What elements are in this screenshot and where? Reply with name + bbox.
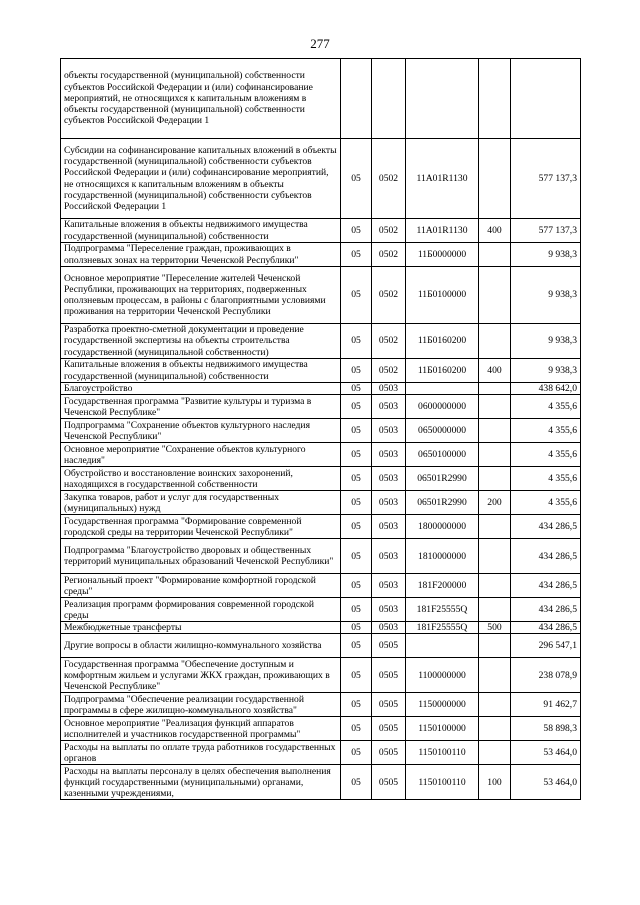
table-row <box>61 59 581 139</box>
row-target-code: 181F25555Q <box>406 622 479 634</box>
row-expense-type <box>479 658 511 693</box>
table-row <box>61 634 581 658</box>
row-expense-type: 400 <box>479 219 511 243</box>
row-section: 05 <box>341 383 372 395</box>
row-target-code: 06501R2990 <box>406 467 479 491</box>
row-expense-type <box>479 467 511 491</box>
row-expense-type <box>479 419 511 443</box>
row-subsection: 0503 <box>372 622 406 634</box>
row-name: Межбюджетные трансферты <box>61 622 341 634</box>
row-amount: 4 355,6 <box>511 491 581 515</box>
table-row <box>61 693 581 717</box>
row-target-code: 1150000000 <box>406 693 479 717</box>
row-subsection: 0503 <box>372 574 406 598</box>
table-row <box>61 765 581 800</box>
row-section: 05 <box>341 139 372 219</box>
row-expense-type <box>479 267 511 324</box>
budget-table-body <box>61 59 581 800</box>
row-name: Благоустройство <box>61 383 341 395</box>
row-subsection: 0503 <box>372 443 406 467</box>
row-expense-type <box>479 598 511 622</box>
table-row <box>61 359 581 383</box>
row-subsection: 0503 <box>372 467 406 491</box>
row-section: 05 <box>341 741 372 765</box>
row-target-code: 0650100000 <box>406 443 479 467</box>
row-name: Капитальные вложения в объекты недвижимого имущества государственной (муниципальной) собственности <box>61 359 341 383</box>
row-name: Подпрограмма "Благоустройство дворовых и общественных территорий муниципальных образований Чеченской Республики" <box>61 539 341 574</box>
row-subsection: 0505 <box>372 658 406 693</box>
row-section: 05 <box>341 634 372 658</box>
row-target-code: 1810000000 <box>406 539 479 574</box>
row-expense-type <box>479 243 511 267</box>
row-expense-type: 500 <box>479 622 511 634</box>
table-row <box>61 539 581 574</box>
row-target-code: 11A01R1130 <box>406 139 479 219</box>
row-target-code: 1150100000 <box>406 717 479 741</box>
row-amount: 9 938,3 <box>511 359 581 383</box>
row-subsection: 0505 <box>372 634 406 658</box>
table-row <box>61 717 581 741</box>
row-target-code <box>406 59 479 139</box>
row-expense-type <box>479 443 511 467</box>
row-amount: 53 464,0 <box>511 765 581 800</box>
row-amount: 4 355,6 <box>511 443 581 467</box>
row-expense-type <box>479 59 511 139</box>
row-target-code: 181F25555Q <box>406 598 479 622</box>
row-name: Разработка проектно-сметной документации и проведение государственной экспертизы на объекты строительства государственной (муниципальной собственности) <box>61 324 341 359</box>
row-subsection: 0503 <box>372 419 406 443</box>
row-section: 05 <box>341 598 372 622</box>
row-section: 05 <box>341 717 372 741</box>
row-expense-type <box>479 741 511 765</box>
row-section: 05 <box>341 622 372 634</box>
row-section: 05 <box>341 324 372 359</box>
row-target-code: 0650000000 <box>406 419 479 443</box>
table-row <box>61 443 581 467</box>
row-name: Государственная программа "Развитие культуры и туризма в Чеченской Республике" <box>61 395 341 419</box>
table-row <box>61 243 581 267</box>
row-target-code: 181F200000 <box>406 574 479 598</box>
row-subsection: 0503 <box>372 395 406 419</box>
row-expense-type <box>479 324 511 359</box>
row-subsection: 0503 <box>372 383 406 395</box>
row-amount: 53 464,0 <box>511 741 581 765</box>
row-subsection: 0502 <box>372 324 406 359</box>
table-row <box>61 267 581 324</box>
row-amount: 434 286,5 <box>511 539 581 574</box>
row-name: Подпрограмма "Сохранение объектов культурного наследия Чеченской Республики" <box>61 419 341 443</box>
row-amount <box>511 59 581 139</box>
row-section: 05 <box>341 219 372 243</box>
row-name: Основное мероприятие "Сохранение объектов культурного наследия" <box>61 443 341 467</box>
row-subsection: 0505 <box>372 717 406 741</box>
row-amount: 4 355,6 <box>511 395 581 419</box>
row-name: Расходы на выплаты по оплате труда работников государственных органов <box>61 741 341 765</box>
row-expense-type <box>479 139 511 219</box>
row-name: Государственная программа "Обеспечение доступным и комфортным жильем и услугами ЖКХ граждан, проживающих в Чеченской Республике" <box>61 658 341 693</box>
table-row <box>61 419 581 443</box>
row-subsection: 0502 <box>372 267 406 324</box>
row-section: 05 <box>341 539 372 574</box>
row-subsection: 0502 <box>372 219 406 243</box>
row-amount: 9 938,3 <box>511 267 581 324</box>
table-row <box>61 658 581 693</box>
table-row <box>61 395 581 419</box>
row-subsection: 0502 <box>372 359 406 383</box>
row-section: 05 <box>341 574 372 598</box>
row-subsection: 0503 <box>372 515 406 539</box>
budget-table <box>60 58 581 800</box>
table-row <box>61 467 581 491</box>
row-section: 05 <box>341 658 372 693</box>
table-row <box>61 324 581 359</box>
table-row <box>61 219 581 243</box>
row-name: Обустройство и восстановление воинских захоронений, находящихся в государственной собственности <box>61 467 341 491</box>
row-subsection: 0505 <box>372 741 406 765</box>
row-subsection: 0505 <box>372 693 406 717</box>
row-expense-type: 400 <box>479 359 511 383</box>
row-subsection: 0503 <box>372 539 406 574</box>
row-target-code: 11Б0000000 <box>406 243 479 267</box>
row-section: 05 <box>341 267 372 324</box>
row-expense-type <box>479 693 511 717</box>
row-section: 05 <box>341 765 372 800</box>
row-target-code: 1800000000 <box>406 515 479 539</box>
row-expense-type <box>479 634 511 658</box>
row-amount: 238 078,9 <box>511 658 581 693</box>
row-name: Реализация программ формирования современной городской среды <box>61 598 341 622</box>
row-expense-type <box>479 574 511 598</box>
row-expense-type <box>479 717 511 741</box>
row-expense-type <box>479 383 511 395</box>
row-target-code <box>406 383 479 395</box>
table-row <box>61 598 581 622</box>
page-number: 277 <box>310 36 330 51</box>
row-amount: 434 286,5 <box>511 574 581 598</box>
table-row <box>61 741 581 765</box>
row-name: Региональный проект "Формирование комфортной городской среды" <box>61 574 341 598</box>
row-amount: 9 938,3 <box>511 243 581 267</box>
row-name: Основное мероприятие "Реализация функций аппаратов исполнителей и участников государственной программы" <box>61 717 341 741</box>
row-amount: 4 355,6 <box>511 419 581 443</box>
row-amount: 577 137,3 <box>511 219 581 243</box>
row-target-code: 11A01R1130 <box>406 219 479 243</box>
row-target-code: 0600000000 <box>406 395 479 419</box>
row-subsection: 0502 <box>372 139 406 219</box>
row-target-code: 1100000000 <box>406 658 479 693</box>
row-name: Другие вопросы в области жилищно-коммунального хозяйства <box>61 634 341 658</box>
row-amount: 434 286,5 <box>511 598 581 622</box>
row-section: 05 <box>341 395 372 419</box>
row-expense-type: 100 <box>479 765 511 800</box>
table-row <box>61 574 581 598</box>
row-name: Основное мероприятие "Переселение жителей Чеченской Республики, проживающих на территориях, подверженных оползневым процессам, в районы с благоприятными условиями проживания на территории Чеченской Республики <box>61 267 341 324</box>
row-section <box>341 59 372 139</box>
table-row <box>61 515 581 539</box>
row-amount: 4 355,6 <box>511 467 581 491</box>
row-expense-type: 200 <box>479 491 511 515</box>
row-subsection <box>372 59 406 139</box>
row-section: 05 <box>341 443 372 467</box>
row-target-code: 11Б0100000 <box>406 267 479 324</box>
row-expense-type <box>479 539 511 574</box>
row-name: Субсидии на софинансирование капитальных вложений в объекты государственной (муниципальной) собственности субъектов Российской Федерации и (или) софинансирование мероприятий, не относящихся к капитальным вложениям в объекты государственной (муниципальной) собственности субъектов Российской Федерации 1 <box>61 139 341 219</box>
row-target-code: 11Б0160200 <box>406 359 479 383</box>
row-section: 05 <box>341 359 372 383</box>
row-subsection: 0505 <box>372 765 406 800</box>
row-section: 05 <box>341 243 372 267</box>
table-row <box>61 139 581 219</box>
row-target-code: 1150100110 <box>406 765 479 800</box>
row-name: Закупка товаров, работ и услуг для государственных (муниципальных) нужд <box>61 491 341 515</box>
row-amount: 296 547,1 <box>511 634 581 658</box>
row-name: Государственная программа "Формирование современной городской среды на территории Чеченской Республики" <box>61 515 341 539</box>
row-subsection: 0503 <box>372 491 406 515</box>
row-amount: 9 938,3 <box>511 324 581 359</box>
row-expense-type <box>479 515 511 539</box>
row-name: Подпрограмма "Обеспечение реализации государственной программы в сфере жилищно-коммунального хозяйства" <box>61 693 341 717</box>
row-amount: 58 898,3 <box>511 717 581 741</box>
row-target-code <box>406 634 479 658</box>
row-section: 05 <box>341 515 372 539</box>
table-row <box>61 491 581 515</box>
row-expense-type <box>479 395 511 419</box>
row-amount: 434 286,5 <box>511 515 581 539</box>
row-name: Капитальные вложения в объекты недвижимого имущества государственной (муниципальной) собственности <box>61 219 341 243</box>
row-subsection: 0502 <box>372 243 406 267</box>
row-amount: 438 642,0 <box>511 383 581 395</box>
row-name: Подпрограмма "Переселение граждан, проживающих в оползневых зонах на территории Чеченской Республики" <box>61 243 341 267</box>
row-amount: 91 462,7 <box>511 693 581 717</box>
row-name: объекты государственной (муниципальной) собственности субъектов Российской Федерации и (или) софинансирование мероприятий, не относящихся к капитальным вложениям в объекты государственной (муниципальной) собственности субъектов Российской Федерации 1 <box>61 59 341 139</box>
row-amount: 577 137,3 <box>511 139 581 219</box>
row-target-code: 06501R2990 <box>406 491 479 515</box>
row-section: 05 <box>341 693 372 717</box>
row-amount: 434 286,5 <box>511 622 581 634</box>
row-target-code: 1150100110 <box>406 741 479 765</box>
row-section: 05 <box>341 419 372 443</box>
row-name: Расходы на выплаты персоналу в целях обеспечения выполнения функций государственными (муниципальными) органами, казенными учреждениями, <box>61 765 341 800</box>
row-section: 05 <box>341 467 372 491</box>
table-row <box>61 383 581 395</box>
row-subsection: 0503 <box>372 598 406 622</box>
row-section: 05 <box>341 491 372 515</box>
row-target-code: 11Б0160200 <box>406 324 479 359</box>
table-row <box>61 622 581 634</box>
